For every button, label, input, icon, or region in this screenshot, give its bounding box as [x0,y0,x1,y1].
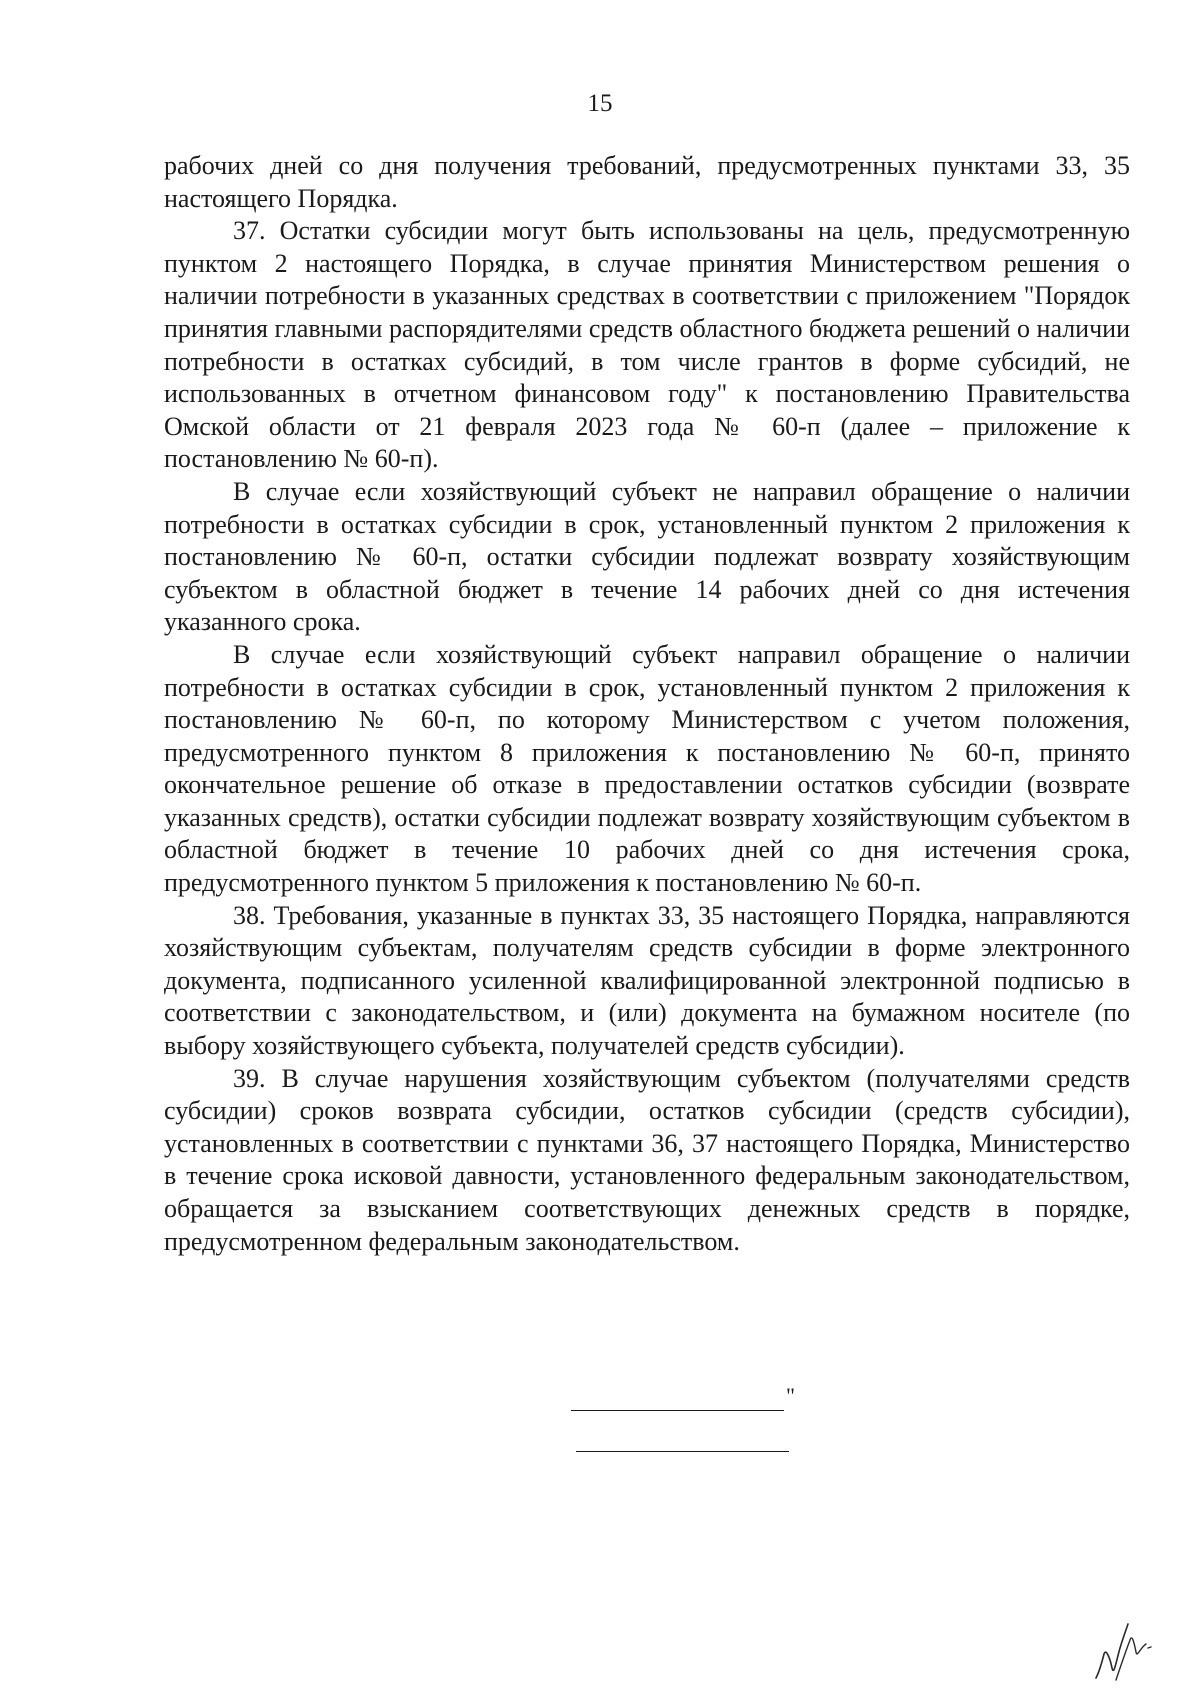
handwritten-signature-icon [1088,1618,1158,1688]
paragraph-no-request: В случае если хозяйствующий субъект не направил обращение о наличии потребности в остатках субсидии в срок, установленный пунктом 2 приложения к постановлению № 60-п, остатки субсидии подлежат возврату хозяйствующим субъектом в областной бюджет в течение 14 рабочих дней со дня истечения указанного срока. [164,476,1130,637]
closing-quote-mark: " [786,1383,795,1408]
paragraph-continuation: рабочих дней со дня получения требований, предусмотренных пунктами 33, 35 настоящего Порядка. [164,151,1130,213]
document-body [164,150,1130,1258]
paragraph-refusal: В случае если хозяйствующий субъект направил обращение о наличии потребности в остатках субсидии в срок, установленный пунктом 2 приложения к постановлению № 60-п, по которому Министерством с учетом положения, предусмотренного пунктом 8 приложения к постановлению № 60-п, принято окончательное решение об отказе в предоставлении остатков субсидии (возврате указанных средств), остатки субсидии подлежат возврату хозяйствующим субъектом в областной бюджет в течение 10 рабочих дней со дня истечения срока, предусмотренного пунктом 5 приложения к постановлению № 60-п. [164,639,1130,898]
separator-line-lower [576,1451,789,1452]
separator-line-upper [571,1410,784,1411]
paragraph-item-38: 38. Требования, указанные в пунктах 33, 35 настоящего Порядка, направляются хозяйствующим субъектам, получателям средств субсидии в форме электронного документа, подписанного усиленной квалифицированной электронной подписью в соответствии с законодательством, и (или) документа на бумажном носителе (по выбору хозяйствующего субъекта, получателей средств субсидии). [164,900,1130,1061]
paragraph-item-39: 39. В случае нарушения хозяйствующим субъектом (получателями средств субсидии) сроков возврата субсидии, остатков субсидии (средств субсидии), установленных в соответствии с пунктами 36, 37 настоящего Порядка, Министерство в течение срока исковой давности, установленного федеральным законодательством, обращается за взысканием соответствующих денежных средств в порядке, предусмотренном федеральным законодательством. [164,1063,1130,1256]
page-number: 15 [587,90,613,117]
paragraph-item-37: 37. Остатки субсидии могут быть использованы на цель, предусмотренную пунктом 2 настоящего Порядка, в случае принятия Министерством решения о наличии потребности в указанных средствах в соответствии с приложением "Порядок принятия главными распорядителями средств областного бюджета решений о наличии потребности в остатках субсидий, в том числе грантов в форме субсидий, не использованных в отчетном финансовом году" к постановлению Правительства Омской области от 21 февраля 2023 года № 60-п (далее – приложение к постановлению № 60-п). [164,216,1130,474]
